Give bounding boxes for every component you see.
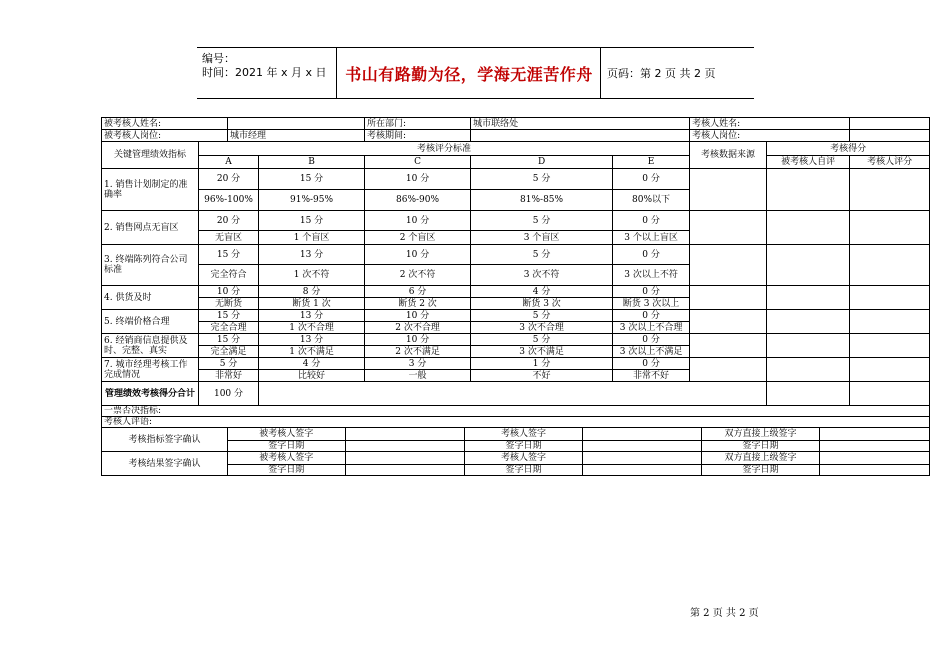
kpi-examiner-eval-cell[interactable] xyxy=(850,169,930,211)
examiner-name-label: 考核人姓名: xyxy=(690,118,850,130)
kpi-criteria: 1 个盲区 xyxy=(259,231,365,245)
kpi-self-eval-cell[interactable] xyxy=(767,245,850,286)
score-header: 考核得分 xyxy=(767,142,930,156)
kpi-header: 关键管理绩效指标 xyxy=(102,142,199,169)
period-value[interactable] xyxy=(471,130,690,142)
kpi-points: 13 分 xyxy=(259,245,365,265)
kpi-row xyxy=(102,211,930,231)
kpi-criteria: 非常不好 xyxy=(613,370,690,382)
kpi-points: 10 分 xyxy=(365,245,471,265)
kpi-row xyxy=(102,358,930,370)
comment-label[interactable]: 考核人评语: xyxy=(102,417,930,428)
kpi-points: 10 分 xyxy=(365,334,471,346)
kpi-points: 6 分 xyxy=(365,286,471,298)
kpi-points: 15 分 xyxy=(199,310,259,322)
examinee-post-label: 被考核人岗位: xyxy=(102,130,228,142)
examinee-sign-label: 被考核人签字 xyxy=(228,428,345,440)
kpi-points: 15 分 xyxy=(259,211,365,231)
kpi-criteria: 比较好 xyxy=(259,370,365,382)
kpi-criteria: 3 个以上盲区 xyxy=(613,231,690,245)
sign-date-field[interactable] xyxy=(582,440,702,451)
kpi-points: 15 分 xyxy=(259,169,365,190)
examinee-post-value[interactable]: 城市经理 xyxy=(228,130,365,142)
kpi-criteria: 3 次不符 xyxy=(471,265,613,286)
kpi-criteria: 断货 3 次 xyxy=(471,298,613,310)
sign-date-label: 签字日期 xyxy=(702,464,819,475)
kpi-points: 0 分 xyxy=(613,286,690,298)
examinee-sign-label: 被考核人签字 xyxy=(228,452,345,464)
kpi-criteria: 1 次不合理 xyxy=(259,322,365,334)
examinee-sign-field[interactable] xyxy=(345,452,465,464)
kpi-points: 4 分 xyxy=(471,286,613,298)
kpi-criteria: 一般 xyxy=(365,370,471,382)
total-value: 100 分 xyxy=(199,382,259,406)
grade-d-header: D xyxy=(471,156,613,169)
department-label: 所在部门: xyxy=(365,118,471,130)
self-eval-header: 被考核人自评 xyxy=(767,156,850,169)
kpi-criteria: 断货 3 次以上 xyxy=(613,298,690,310)
info-row-1 xyxy=(102,118,930,130)
kpi-source-cell[interactable] xyxy=(690,334,767,358)
kpi-examiner-eval-cell[interactable] xyxy=(850,358,930,382)
kpi-name: 5. 终端价格合理 xyxy=(102,310,199,334)
sign-date-label: 签字日期 xyxy=(465,464,582,475)
kpi-criteria: 不好 xyxy=(471,370,613,382)
index-sign-inner xyxy=(228,428,929,451)
kpi-criteria: 3 次以上不合理 xyxy=(613,322,690,334)
kpi-criteria: 1 次不符 xyxy=(259,265,365,286)
kpi-criteria: 86%-90% xyxy=(365,190,471,211)
kpi-criteria: 断货 2 次 xyxy=(365,298,471,310)
examiner-post-value[interactable] xyxy=(850,130,930,142)
kpi-criteria: 81%-85% xyxy=(471,190,613,211)
sign-date-label: 签字日期 xyxy=(465,440,582,451)
sign-date-label: 签字日期 xyxy=(228,464,345,475)
kpi-points: 20 分 xyxy=(199,169,259,190)
kpi-points: 0 分 xyxy=(613,358,690,370)
sign-group-index xyxy=(102,428,930,452)
grade-c-header: C xyxy=(365,156,471,169)
examinee-sign-field[interactable] xyxy=(345,428,465,440)
kpi-name: 3. 终端陈列符合公司标准 xyxy=(102,245,199,286)
examiner-sign-label: 考核人签字 xyxy=(465,452,582,464)
header-meta xyxy=(197,48,337,98)
kpi-points: 1 分 xyxy=(471,358,613,370)
kpi-points: 10 分 xyxy=(199,286,259,298)
examiner-eval-header: 考核人评分 xyxy=(850,156,930,169)
header-motto: 书山有路勤为径，学海无涯苦作舟 xyxy=(338,48,601,98)
total-blank xyxy=(259,382,767,406)
kpi-criteria: 1 次不满足 xyxy=(259,346,365,358)
kpi-criteria: 3 次不满足 xyxy=(471,346,613,358)
kpi-criteria: 完全合理 xyxy=(199,322,259,334)
kpi-name: 7. 城市经理考核工作完成情况 xyxy=(102,358,199,382)
kpi-points: 5 分 xyxy=(471,310,613,322)
superior-sign-label: 双方直接上级签字 xyxy=(702,428,819,440)
kpi-criteria: 2 个盲区 xyxy=(365,231,471,245)
kpi-row xyxy=(102,245,930,265)
veto-row xyxy=(102,406,930,417)
page-footer: 第 2 页 共 2 页 xyxy=(690,608,759,619)
grade-a-header: A xyxy=(199,156,259,169)
number-label: 编号： xyxy=(202,52,235,65)
kpi-points: 3 分 xyxy=(365,358,471,370)
index-sign-grid xyxy=(228,428,930,452)
kpi-examiner-eval-cell[interactable] xyxy=(850,245,930,286)
examinee-name-value[interactable] xyxy=(228,118,365,130)
kpi-self-eval-cell[interactable] xyxy=(767,310,850,334)
time-label: 时间：2021 年 x 月 x 日 xyxy=(202,66,327,79)
kpi-criteria: 3 次不合理 xyxy=(471,322,613,334)
kpi-points: 0 分 xyxy=(613,310,690,322)
total-row xyxy=(102,382,930,406)
kpi-criteria: 3 次以上不满足 xyxy=(613,346,690,358)
header-page-label: 页码：第 2 页 共 2 页 xyxy=(607,67,716,80)
period-label: 考核期间: xyxy=(365,130,471,142)
table-header-row-2 xyxy=(102,156,930,169)
kpi-examiner-eval-cell[interactable] xyxy=(850,211,930,245)
superior-sign-field[interactable] xyxy=(819,428,929,440)
kpi-criteria: 2 次不满足 xyxy=(365,346,471,358)
result-sign-inner xyxy=(228,452,929,475)
kpi-source-cell[interactable] xyxy=(690,245,767,286)
kpi-points: 15 分 xyxy=(199,245,259,265)
info-row-2 xyxy=(102,130,930,142)
kpi-criteria: 无断货 xyxy=(199,298,259,310)
kpi-points: 5 分 xyxy=(471,211,613,231)
kpi-criteria: 80%以下 xyxy=(613,190,690,211)
kpi-criteria: 96%-100% xyxy=(199,190,259,211)
kpi-source-cell[interactable] xyxy=(690,169,767,211)
superior-sign-label: 双方直接上级签字 xyxy=(702,452,819,464)
total-label: 管理绩效考核得分合计 xyxy=(102,382,199,406)
kpi-points: 13 分 xyxy=(259,310,365,322)
kpi-points: 5 分 xyxy=(199,358,259,370)
kpi-row xyxy=(102,310,930,322)
total-self-eval-cell[interactable] xyxy=(767,382,850,406)
kpi-points: 8 分 xyxy=(259,286,365,298)
kpi-row xyxy=(102,169,930,190)
examiner-sign-field[interactable] xyxy=(582,452,702,464)
kpi-source-cell[interactable] xyxy=(690,211,767,245)
kpi-source-cell[interactable] xyxy=(690,310,767,334)
kpi-points: 0 分 xyxy=(613,245,690,265)
examiner-sign-field[interactable] xyxy=(582,428,702,440)
kpi-name: 6. 经销商信息提供及时、完整、真实 xyxy=(102,334,199,358)
kpi-self-eval-cell[interactable] xyxy=(767,334,850,358)
kpi-criteria: 无盲区 xyxy=(199,231,259,245)
kpi-points: 5 分 xyxy=(471,245,613,265)
kpi-points: 10 分 xyxy=(365,211,471,231)
kpi-points: 13 分 xyxy=(259,334,365,346)
kpi-points: 15 分 xyxy=(199,334,259,346)
kpi-examiner-eval-cell[interactable] xyxy=(850,286,930,310)
kpi-examiner-eval-cell[interactable] xyxy=(850,334,930,358)
kpi-criteria: 2 次不符 xyxy=(365,265,471,286)
kpi-points: 5 分 xyxy=(471,334,613,346)
kpi-points: 10 分 xyxy=(365,310,471,322)
sign-date-label: 签字日期 xyxy=(702,440,819,451)
kpi-points: 4 分 xyxy=(259,358,365,370)
sign-date-field[interactable] xyxy=(819,440,929,451)
kpi-criteria: 断货 1 次 xyxy=(259,298,365,310)
examiner-sign-label: 考核人签字 xyxy=(465,428,582,440)
comment-row xyxy=(102,417,930,428)
kpi-self-eval-cell[interactable] xyxy=(767,358,850,382)
kpi-criteria: 完全满足 xyxy=(199,346,259,358)
kpi-points: 0 分 xyxy=(613,169,690,190)
veto-label[interactable]: 一票否决指标: xyxy=(102,406,930,417)
index-confirm-label: 考核指标签字确认 xyxy=(102,428,228,452)
sign-date-field[interactable] xyxy=(345,440,465,451)
examiner-post-label: 考核人岗位: xyxy=(690,130,850,142)
examiner-name-value[interactable] xyxy=(850,118,930,130)
kpi-criteria: 91%-95% xyxy=(259,190,365,211)
kpi-points: 10 分 xyxy=(365,169,471,190)
kpi-row xyxy=(102,286,930,298)
page-header xyxy=(197,47,754,99)
superior-sign-field[interactable] xyxy=(819,452,929,464)
kpi-self-eval-cell[interactable] xyxy=(767,286,850,310)
grade-b-header: B xyxy=(259,156,365,169)
kpi-row xyxy=(102,334,930,346)
table-header-row-1 xyxy=(102,142,930,156)
kpi-points: 20 分 xyxy=(199,211,259,231)
kpi-self-eval-cell[interactable] xyxy=(767,211,850,245)
examinee-name-label: 被考核人姓名: xyxy=(102,118,228,130)
sign-group-result xyxy=(102,452,930,476)
kpi-criteria: 2 次不合理 xyxy=(365,322,471,334)
source-header: 考核数据来源 xyxy=(690,142,767,169)
result-confirm-label: 考核结果签字确认 xyxy=(102,452,228,476)
department-value[interactable]: 城市联络处 xyxy=(471,118,690,130)
kpi-self-eval-cell[interactable] xyxy=(767,169,850,211)
kpi-name: 1. 销售计划制定的准确率 xyxy=(102,169,199,211)
sign-date-field[interactable] xyxy=(819,464,929,475)
total-examiner-eval-cell[interactable] xyxy=(850,382,930,406)
kpi-points: 0 分 xyxy=(613,211,690,231)
kpi-criteria: 完全符合 xyxy=(199,265,259,286)
kpi-criteria: 3 次以上不符 xyxy=(613,265,690,286)
sign-date-field[interactable] xyxy=(582,464,702,475)
kpi-criteria: 非常好 xyxy=(199,370,259,382)
result-sign-grid xyxy=(228,452,930,476)
sign-date-label: 签字日期 xyxy=(228,440,345,451)
standard-header: 考核评分标准 xyxy=(199,142,690,156)
grade-e-header: E xyxy=(613,156,690,169)
kpi-source-cell[interactable] xyxy=(690,286,767,310)
kpi-name: 2. 销售网点无盲区 xyxy=(102,211,199,245)
kpi-source-cell[interactable] xyxy=(690,358,767,382)
kpi-examiner-eval-cell[interactable] xyxy=(850,310,930,334)
kpi-points: 5 分 xyxy=(471,169,613,190)
kpi-criteria: 3 个盲区 xyxy=(471,231,613,245)
sign-date-field[interactable] xyxy=(345,464,465,475)
kpi-points: 0 分 xyxy=(613,334,690,346)
kpi-name: 4. 供货及时 xyxy=(102,286,199,310)
appraisal-table xyxy=(101,117,930,476)
